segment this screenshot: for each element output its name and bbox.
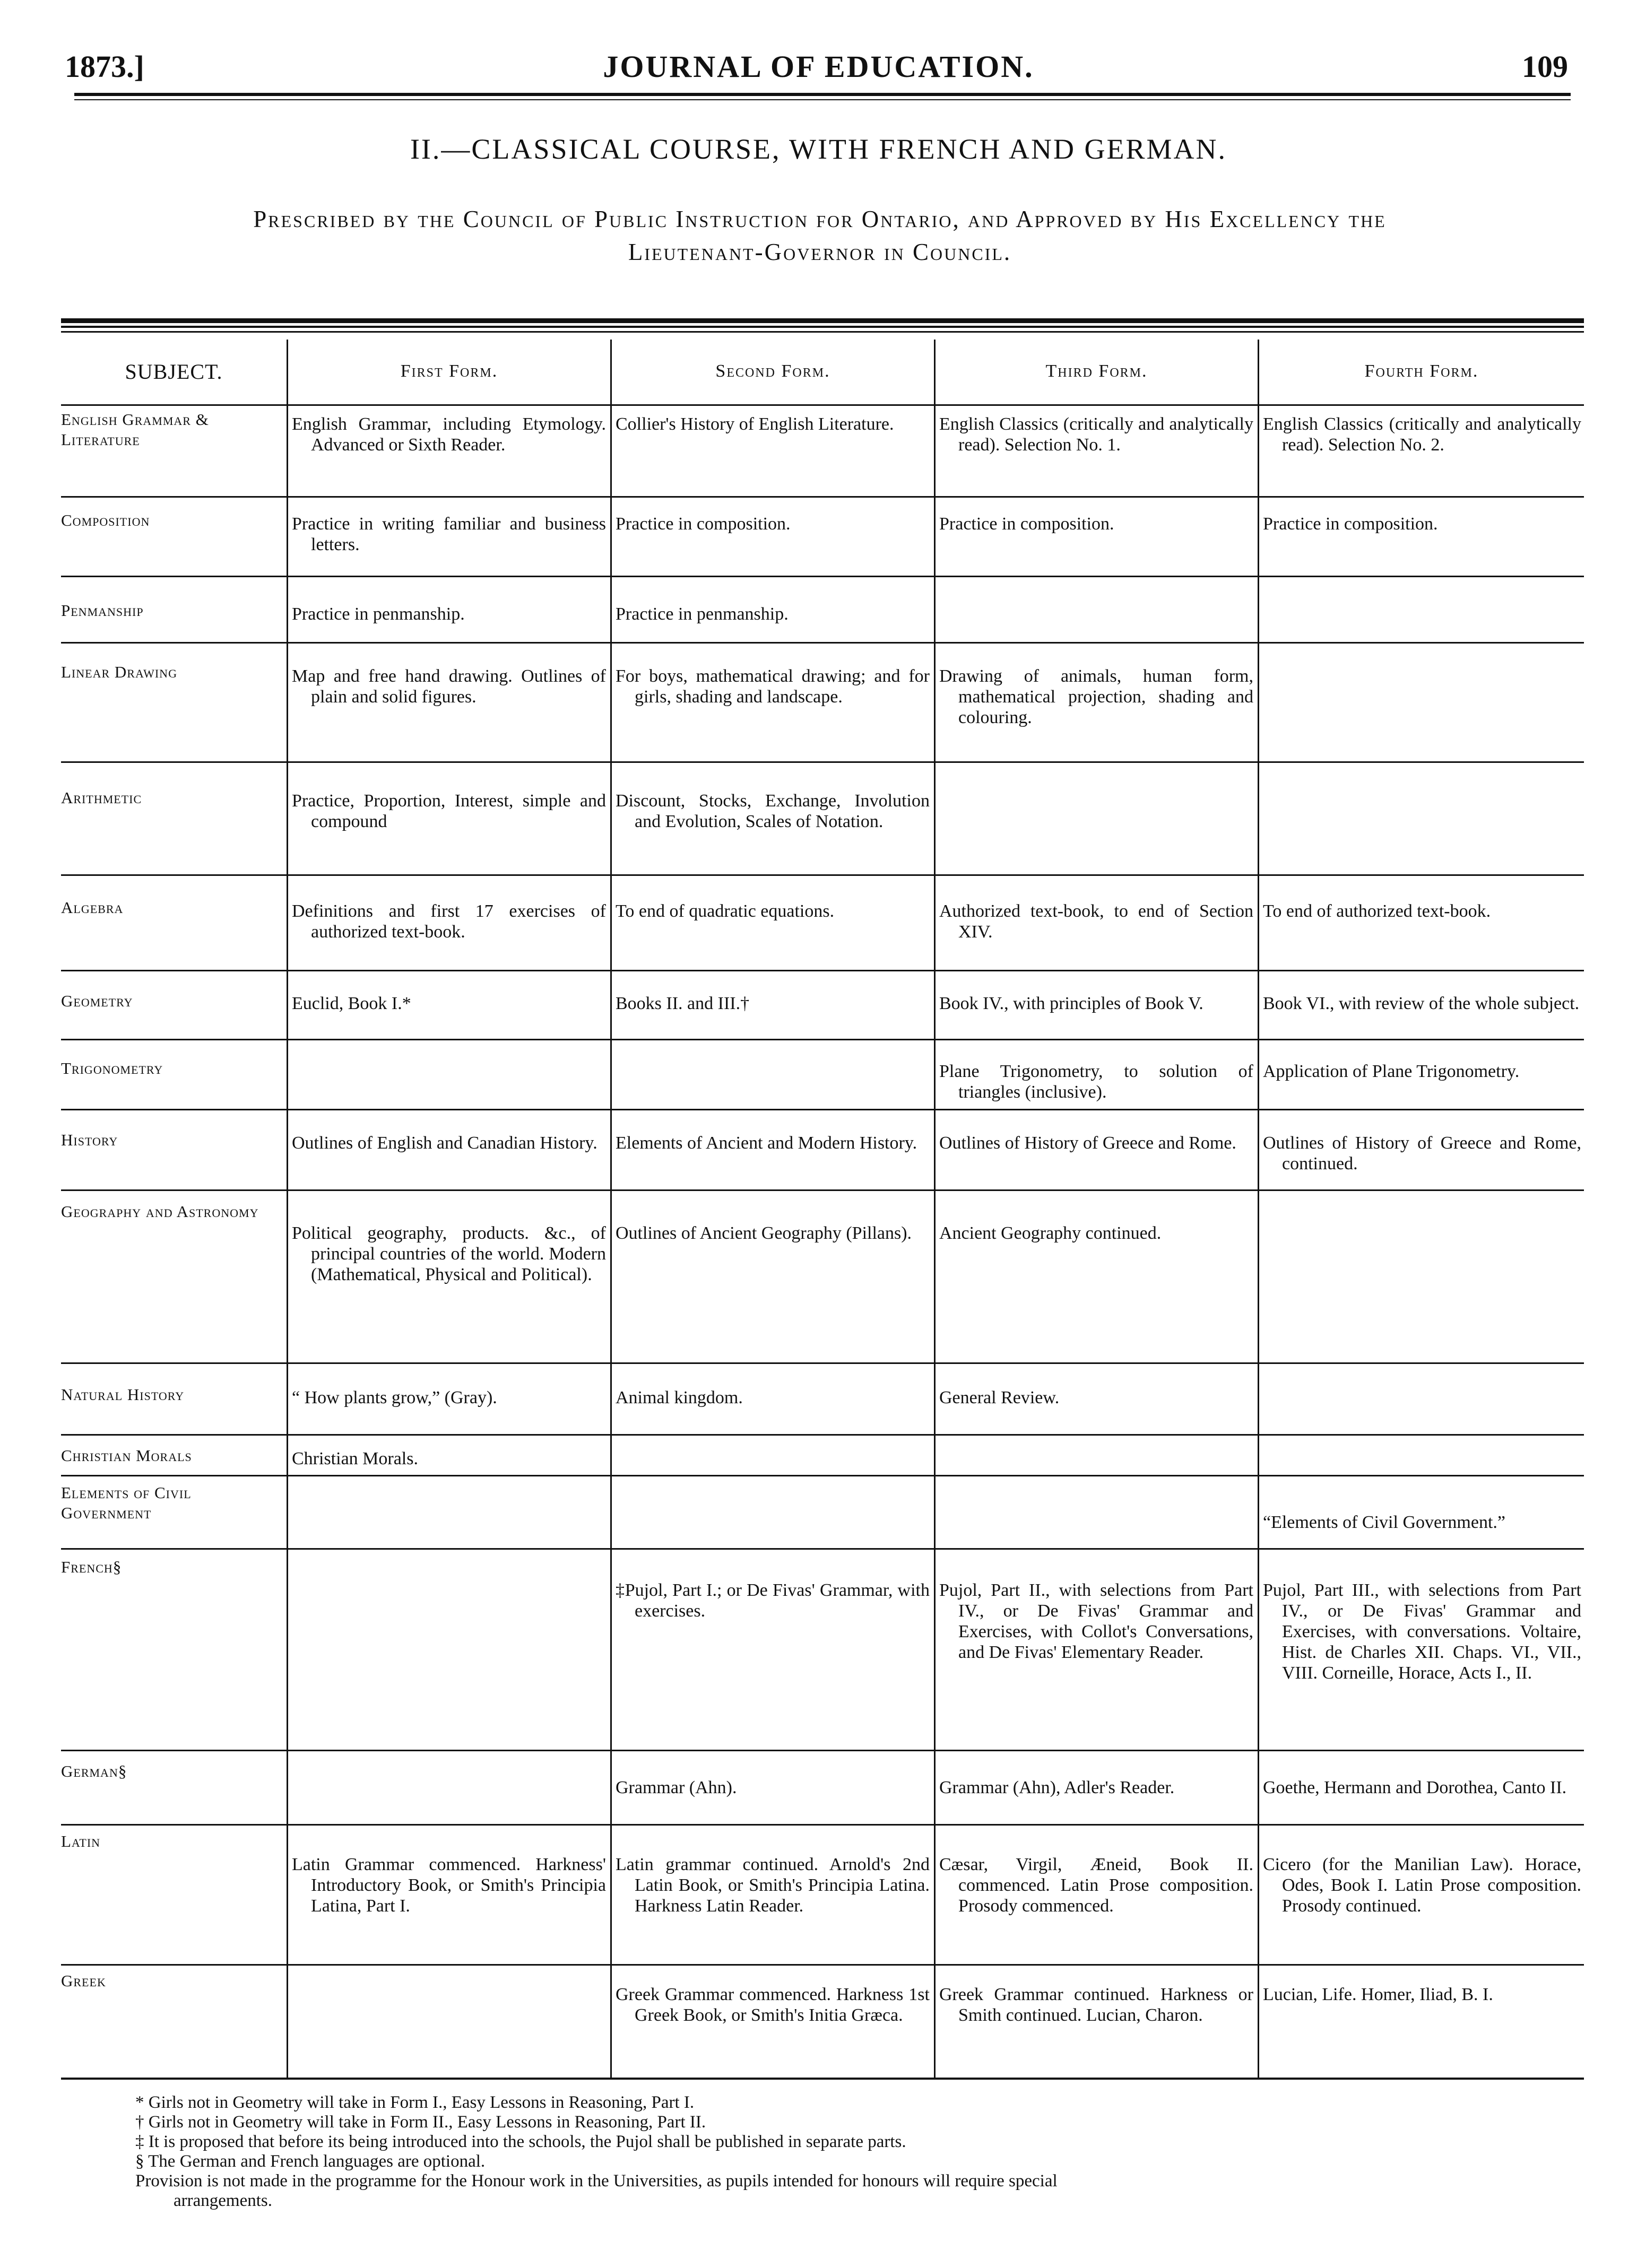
cell-greek-second: Greek Grammar commenced. Harkness 1st Greek Book, or Smith's Initia Græca.: [616, 1985, 930, 2025]
row-rule: [61, 1362, 1584, 1364]
subtitle-line-1: Prescribed by the Council of Public Instruction for Ontario, and Approved by His Excellency the: [253, 206, 1387, 232]
row-rule: [61, 1964, 1584, 1966]
cell-christian-morals-first: Christian Morals.: [292, 1449, 418, 1468]
table-top-rule: [61, 318, 1584, 323]
cell-algebra-fourth: To end of authorized text-book.: [1263, 901, 1491, 921]
cell-french-fourth: Pujol, Part III., with selections from Part IV., or De Fivas' Grammar and Exercises, with conversations. Voltaire, Hist. de Charles XII. Chaps. VI., VII., VIII. Corneille, Horace, Acts I., II.: [1263, 1580, 1581, 1683]
row-rule: [61, 1824, 1584, 1826]
row-rule: [61, 874, 1584, 876]
subject-english-grammar: English Grammar & Literature: [61, 410, 209, 449]
subject-geography: Geography and Astronomy: [61, 1202, 259, 1221]
cell-composition-fourth: Practice in composition.: [1263, 514, 1438, 534]
cell-german-second: Grammar (Ahn).: [616, 1778, 737, 1797]
row-rule: [61, 1434, 1584, 1436]
cell-arithmetic-second: Discount, Stocks, Exchange, Involution and Evolution, Scales of Notation.: [616, 791, 930, 831]
footnote-geometry-form-1: * Girls not in Geometry will take in Form I., Easy Lessons in Reasoning, Part I.: [135, 2093, 695, 2112]
course-table: [61, 318, 1584, 2080]
row-rule: [61, 1109, 1584, 1110]
cell-trigonometry-third: Plane Trigonometry, to solution of triangles (inclusive).: [939, 1062, 1253, 1102]
cell-composition-second: Practice in composition.: [616, 514, 791, 534]
cell-history-third: Outlines of History of Greece and Rome.: [939, 1133, 1236, 1153]
subject-civil-government: Elements of Civil Government: [61, 1483, 192, 1522]
table-top-rule: [61, 331, 1584, 333]
row-rule: [61, 1548, 1584, 1550]
cell-natural-history-third: General Review.: [939, 1388, 1060, 1407]
subject-history: History: [61, 1131, 118, 1149]
cell-arithmetic-first: Practice, Proportion, Interest, simple and compound: [292, 791, 606, 831]
cell-penmanship-second: Practice in penmanship.: [616, 604, 789, 624]
cell-geometry-fourth: Book VI., with review of the whole subject.: [1263, 994, 1580, 1013]
cell-algebra-second: To end of quadratic equations.: [616, 901, 835, 921]
cell-civil-government-fourth: “Elements of Civil Government.”: [1263, 1513, 1505, 1532]
row-rule: [61, 576, 1584, 577]
subject-composition: Composition: [61, 511, 150, 529]
row-rule: [61, 496, 1584, 498]
cell-german-fourth: Goethe, Hermann and Dorothea, Canto II.: [1263, 1778, 1567, 1797]
row-rule: [61, 761, 1584, 763]
subtitle-line-2: Lieutenant-Governor in Council.: [628, 239, 1012, 265]
subject-french: French§: [61, 1558, 122, 1576]
footnotes: [135, 2093, 1589, 2211]
column-header-second-form: Second Form.: [715, 361, 830, 381]
cell-composition-first: Practice in writing familiar and business letters.: [292, 514, 606, 554]
subject-penmanship: Penmanship: [61, 601, 144, 620]
subject-greek: Greek: [61, 1971, 106, 1990]
page-title: II.—CLASSICAL COURSE, WITH FRENCH AND GERMAN.: [410, 133, 1227, 165]
cell-history-first: Outlines of English and Canadian History.: [292, 1133, 597, 1153]
cell-latin-third: Cæsar, Virgil, Æneid, Book II. commenced. Latin Prose composition. Prosody commenced.: [939, 1855, 1253, 1916]
cell-geography-third: Ancient Geography continued.: [939, 1223, 1162, 1243]
cell-composition-third: Practice in composition.: [939, 514, 1114, 534]
cell-latin-first: Latin Grammar commenced. Harkness' Introductory Book, or Smith's Principia Latina, Part I.: [292, 1855, 606, 1916]
footnote-honours-provision: Provision is not made in the programme for the Honour work in the Universities, as pupils intended for honours will require special: [135, 2171, 1058, 2191]
row-rule: [61, 1475, 1584, 1476]
header-rule: [74, 93, 1571, 96]
column-header-third-form: Third Form.: [1045, 361, 1148, 381]
column-header-fourth-form: Fourth Form.: [1364, 361, 1479, 381]
column-header-subject: SUBJECT.: [125, 359, 223, 384]
page-subtitle: [58, 203, 1581, 268]
footnote-languages-optional: § The German and French languages are optional.: [135, 2152, 486, 2171]
column-divider: [610, 340, 612, 2080]
header-rule-thin: [74, 99, 1571, 100]
subject-algebra: Algebra: [61, 898, 124, 917]
footnote-geometry-form-2: † Girls not in Geometry will take in Form II., Easy Lessons in Reasoning, Part II.: [135, 2113, 706, 2132]
table-top-rule: [61, 326, 1584, 328]
cell-english-fourth: English Classics (critically and analytically read). Selection No. 2.: [1263, 414, 1581, 455]
column-divider: [934, 340, 936, 2080]
subject-german: German§: [61, 1762, 127, 1780]
cell-natural-history-first: “ How plants grow,” (Gray).: [292, 1388, 497, 1407]
header-journal-title: JOURNAL OF EDUCATION.: [603, 49, 1034, 84]
cell-english-third: English Classics (critically and analytically read). Selection No. 1.: [939, 414, 1253, 455]
cell-geometry-third: Book IV., with principles of Book V.: [939, 994, 1203, 1013]
cell-algebra-third: Authorized text-book, to end of Section XIV.: [939, 901, 1253, 942]
cell-penmanship-first: Practice in penmanship.: [292, 604, 465, 624]
cell-trigonometry-fourth: Application of Plane Trigonometry.: [1263, 1062, 1520, 1081]
cell-english-first: English Grammar, including Etymology. Advanced or Sixth Reader.: [292, 414, 606, 455]
row-rule: [61, 1750, 1584, 1751]
cell-geography-first: Political geography, products. &c., of principal countries of the world. Modern (Mathematical, Physical and Political).: [292, 1223, 606, 1284]
footnote-pujol: ‡ It is proposed that before its being introduced into the schools, the Pujol shall be published in separate parts.: [135, 2132, 906, 2151]
row-rule: [61, 1189, 1584, 1191]
cell-english-second: Collier's History of English Literature.: [616, 414, 894, 434]
cell-natural-history-second: Animal kingdom.: [616, 1388, 743, 1407]
subject-geometry: Geometry: [61, 992, 133, 1010]
cell-french-second: ‡Pujol, Part I.; or De Fivas' Grammar, with exercises.: [616, 1580, 930, 1621]
column-header-first-form: First Form.: [400, 361, 498, 381]
cell-drawing-first: Map and free hand drawing. Outlines of plain and solid figures.: [292, 666, 606, 707]
subject-linear-drawing: Linear Drawing: [61, 663, 177, 681]
cell-history-second: Elements of Ancient and Modern History.: [616, 1133, 917, 1153]
column-divider: [287, 340, 288, 2080]
row-rule: [61, 642, 1584, 644]
header-bottom-rule: [61, 404, 1584, 406]
cell-geography-second: Outlines of Ancient Geography (Pillans).: [616, 1223, 912, 1243]
table-bottom-rule: [61, 2078, 1584, 2080]
cell-greek-third: Greek Grammar continued. Harkness or Smith continued. Lucian, Charon.: [939, 1985, 1253, 2025]
cell-french-third: Pujol, Part II., with selections from Part IV., or De Fivas' Grammar and Exercises, with Collot's Conversations, and De Fivas' Elementary Reader.: [939, 1580, 1253, 1662]
cell-drawing-third: Drawing of animals, human form, mathematical projection, shading and colouring.: [939, 666, 1253, 727]
cell-greek-fourth: Lucian, Life. Homer, Iliad, B. I.: [1263, 1985, 1493, 2004]
cell-history-fourth: Outlines of History of Greece and Rome, continued.: [1263, 1133, 1581, 1174]
row-rule: [61, 1039, 1584, 1040]
subject-trigonometry: Trigonometry: [61, 1059, 163, 1077]
cell-algebra-first: Definitions and first 17 exercises of authorized text-book.: [292, 901, 606, 942]
row-rule: [61, 970, 1584, 971]
header-page-number: 109: [1522, 49, 1568, 84]
subject-natural-history: Natural History: [61, 1385, 185, 1404]
column-divider: [1258, 340, 1259, 2080]
cell-geometry-first: Euclid, Book I.*: [292, 994, 411, 1013]
cell-geometry-second: Books II. and III.†: [616, 994, 750, 1013]
cell-drawing-second: For boys, mathematical drawing; and for girls, shading and landscape.: [616, 666, 930, 707]
cell-latin-second: Latin grammar continued. Arnold's 2nd Latin Book, or Smith's Principia Latina. Harkness Latin Reader.: [616, 1855, 930, 1916]
subject-arithmetic: Arithmetic: [61, 788, 142, 807]
footnote-honours-provision-continued: arrangements.: [174, 2191, 272, 2210]
subject-latin: Latin: [61, 1832, 101, 1850]
header-year: 1873.]: [65, 49, 144, 84]
cell-latin-fourth: Cicero (for the Manilian Law). Horace, Odes, Book I. Latin Prose composition. Prosody continued.: [1263, 1855, 1581, 1916]
subject-christian-morals: Christian Morals: [61, 1446, 192, 1465]
cell-german-third: Grammar (Ahn), Adler's Reader.: [939, 1778, 1175, 1797]
